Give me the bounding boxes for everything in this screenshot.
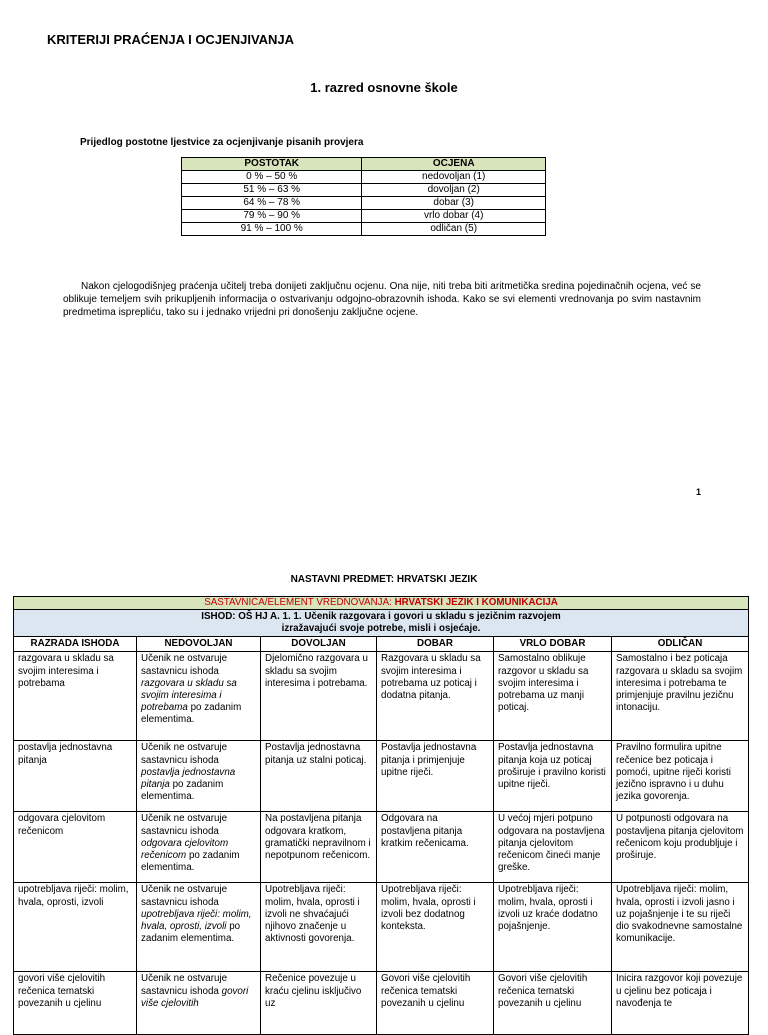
column-header-odlican: ODLIČAN	[612, 637, 749, 652]
percent-range-cell: 0 % – 50 %	[182, 171, 362, 184]
vrlo-dobar-cell: Upotrebljava riječi: molim, hvala, oprosti i izvoli uz kraće dodatno pojašnjenje.	[494, 883, 612, 972]
nedovoljan-emphasis: govori više cjelovitih	[141, 985, 249, 1009]
percent-range-cell: 51 % – 63 %	[182, 184, 362, 197]
nedovoljan-cell	[137, 741, 261, 812]
page-subtitle: 1. razred osnovne škole	[310, 80, 458, 95]
dobar-cell: Razgovara u skladu sa svojim interesima i potrebama uz poticaj i dodatna pitanja.	[377, 652, 494, 741]
ishod-line-2: izražavajući svoje potrebe, misli i osjećaje.	[281, 623, 481, 635]
page-number: 1	[696, 487, 702, 497]
nedovoljan-suffix: po zadanim elementima.	[141, 779, 224, 803]
table-row	[182, 171, 546, 184]
nedovoljan-text: Učenik ne ostvaruje sastavnicu ishoda	[141, 813, 228, 837]
table-row	[182, 197, 546, 210]
dovoljan-cell: Upotrebljava riječi: molim, hvala, oprosti i izvoli ne shvaćajući njihovo značenje u aktivnosti govorenja.	[261, 883, 377, 972]
sastavnica-cell	[14, 597, 749, 610]
ishod-row	[14, 610, 749, 637]
nedovoljan-cell	[137, 652, 261, 741]
vrlo-dobar-cell: Postavlja jednostavna pitanja koja uz poticaj proširuje i pravilno koristi upitne riječi.	[494, 741, 612, 812]
razrada-cell: govori više cjelovitih rečenica tematski povezanih u cjelinu	[14, 972, 137, 1035]
scale-heading: Prijedlog postotne ljestvice za ocjenjivanje pisanih provjera	[80, 137, 364, 148]
dovoljan-cell: Rečenice povezuje u kraću cjelinu isključivo uz	[261, 972, 377, 1035]
nedovoljan-text: Učenik ne ostvaruje sastavnicu ishoda	[141, 653, 228, 677]
subject-title: NASTAVNI PREDMET: HRVATSKI JEZIK	[290, 574, 478, 585]
column-header-ocjena: OCJENA	[362, 158, 546, 171]
dobar-cell: Odgovara na postavljena pitanja kratkim rečenicama.	[377, 812, 494, 883]
page-title: KRITERIJI PRAĆENJA I OCJENJIVANJA	[47, 32, 295, 47]
table-row	[14, 972, 749, 1035]
column-header-razrada: RAZRADA ISHODA	[14, 637, 137, 652]
grade-cell: nedovoljan (1)	[362, 171, 546, 184]
table-row	[14, 652, 749, 741]
grade-cell: vrlo dobar (4)	[362, 210, 546, 223]
column-header-dovoljan: DOVOLJAN	[261, 637, 377, 652]
grade-cell: odličan (5)	[362, 223, 546, 236]
table-row	[182, 184, 546, 197]
grade-cell: dovoljan (2)	[362, 184, 546, 197]
column-header-dobar: DOBAR	[377, 637, 494, 652]
nedovoljan-suffix: po zadanim elementima.	[141, 850, 240, 874]
grading-scale-table	[181, 157, 546, 236]
vrlo-dobar-cell: U većoj mjeri potpuno odgovara na postavljena pitanja cjelovitom rečenicom čineći manje greške.	[494, 812, 612, 883]
percent-range-cell: 79 % – 90 %	[182, 210, 362, 223]
nedovoljan-emphasis: odgovara cjelovitom rečenicom	[141, 837, 229, 862]
table-row	[182, 210, 546, 223]
criteria-table	[13, 596, 749, 1035]
table-row	[14, 812, 749, 883]
odlican-cell: Inicira razgovor koji povezuje u cjelinu bez poticaja i navođenja te	[612, 972, 749, 1035]
ishod-cell	[14, 610, 749, 637]
vrlo-dobar-cell: Govori više cjelovitih rečenica tematski povezanih u cjelinu	[494, 972, 612, 1035]
nedovoljan-emphasis: postavlja jednostavna pitanja	[141, 766, 236, 791]
nedovoljan-suffix: po zadanim elementima.	[141, 702, 242, 726]
final-grade-paragraph: Nakon cjelogodišnjeg praćenja učitelj treba donijeti zaključnu ocjenu. Ona nije, niti treba biti aritmetička sredina pojedinačnih ocjena, već se oblikuje temeljem svih prikupljenih informacija o ostvarivanju odgojno-obrazovnih ishoda. Kako se svi elementi vrednovanja po svim nastavnim predmetima isprepliću, tako su i jednako vrijedni pri donošenju zaključne ocjene.	[63, 281, 701, 318]
table-row	[14, 741, 749, 812]
odlican-cell: Samostalno i bez poticaja razgovara u skladu sa svojim interesima i potrebama te primjenjuje pravilnu jezičnu intonaciju.	[612, 652, 749, 741]
dobar-cell: Upotrebljava riječi: molim, hvala, oprosti i izvoli bez dodatnog konteksta.	[377, 883, 494, 972]
razrada-cell: upotrebljava riječi: molim, hvala, oprosti, izvoli	[14, 883, 137, 972]
odlican-cell: Pravilno formulira upitne rečenice bez poticaja i pomoći, upitne riječi koristi jezično ispravno i u duhu jezika govorenja.	[612, 741, 749, 812]
dovoljan-cell: Postavlja jednostavna pitanja uz stalni poticaj.	[261, 741, 377, 812]
odlican-cell: Upotrebljava riječi: molim, hvala, oprosti i izvoli jasno i uz pojašnjenje i te su riječi dio svakodnevne samostalne komunikacije.	[612, 883, 749, 972]
dovoljan-cell: Na postavljena pitanja odgovara kratkom, gramatički nepravilnom i nepotpunom rečenicom.	[261, 812, 377, 883]
column-header-vrlo-dobar: VRLO DOBAR	[494, 637, 612, 652]
dobar-cell: Postavlja jednostavna pitanja i primjenjuje upitne riječi.	[377, 741, 494, 812]
nedovoljan-cell	[137, 883, 261, 972]
criteria-header-row	[14, 637, 749, 652]
grading-scale-header-row	[182, 158, 546, 171]
odlican-cell: U potpunosti odgovara na postavljena pitanja cjelovitom rečenicom koju produbljuje i proširuje.	[612, 812, 749, 883]
nedovoljan-cell	[137, 812, 261, 883]
razrada-cell: postavlja jednostavna pitanja	[14, 741, 137, 812]
column-header-nedovoljan: NEDOVOLJAN	[137, 637, 261, 652]
percent-range-cell: 91 % – 100 %	[182, 223, 362, 236]
ishod-line-1: ISHOD: OŠ HJ A. 1. 1. Učenik razgovara i govori u skladu s jezičnim razvojem	[201, 611, 561, 623]
nedovoljan-cell	[137, 972, 261, 1035]
nedovoljan-emphasis: upotrebljava riječi: molim, hvala, oprosti, izvoli	[141, 908, 252, 933]
table-row	[14, 883, 749, 972]
dovoljan-cell: Djelomično razgovara u skladu sa svojim interesima i potrebama.	[261, 652, 377, 741]
sastavnica-row	[14, 597, 749, 610]
sastavnica-value: HRVATSKI JEZIK I KOMUNIKACIJA	[394, 597, 558, 608]
nedovoljan-emphasis: razgovara u skladu sa svojim interesima i potrebama	[141, 677, 237, 714]
nedovoljan-text: Učenik ne ostvaruje sastavnicu ishoda	[141, 973, 228, 997]
razrada-cell: razgovara u skladu sa svojim interesima i potrebama	[14, 652, 137, 741]
vrlo-dobar-cell: Samostalno oblikuje razgovor u skladu sa svojim interesima i potrebama uz manji poticaj.	[494, 652, 612, 741]
nedovoljan-suffix: po zadanim elementima.	[141, 921, 241, 945]
nedovoljan-text: Učenik ne ostvaruje sastavnicu ishoda	[141, 742, 228, 766]
grade-cell: dobar (3)	[362, 197, 546, 210]
table-row	[182, 223, 546, 236]
sastavnica-label: SASTAVNICA/ELEMENT VREDNOVANJA:	[204, 597, 392, 608]
nedovoljan-text: Učenik ne ostvaruje sastavnicu ishoda	[141, 884, 228, 908]
column-header-postotak: POSTOTAK	[182, 158, 362, 171]
percent-range-cell: 64 % – 78 %	[182, 197, 362, 210]
razrada-cell: odgovara cjelovitom rečenicom	[14, 812, 137, 883]
dobar-cell: Govori više cjelovitih rečenica tematski povezanih u cjelinu	[377, 972, 494, 1035]
